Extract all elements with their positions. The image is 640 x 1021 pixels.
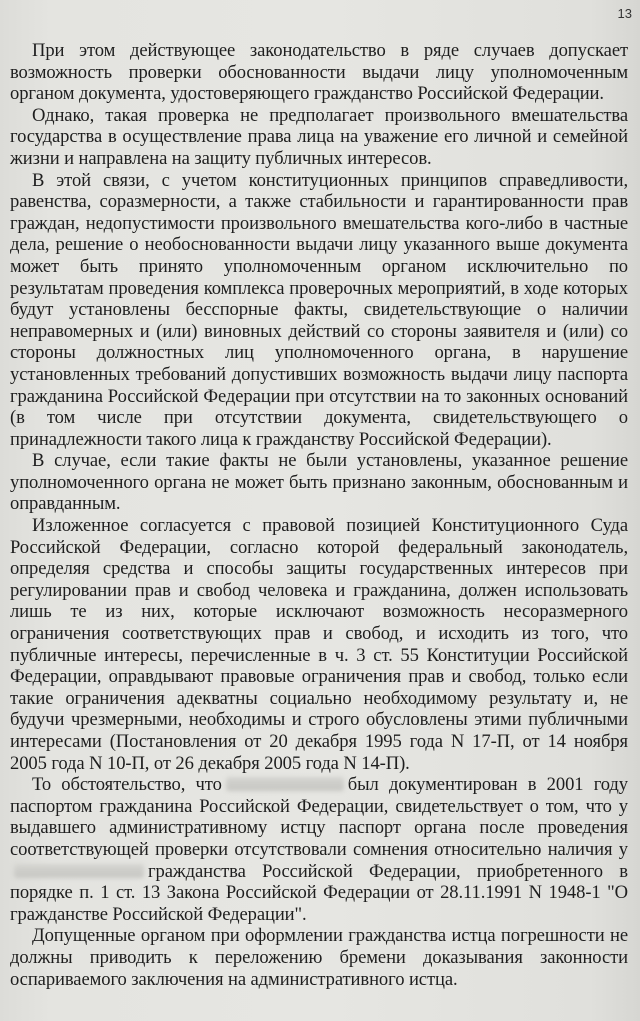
paragraph-part-a: То обстоятельство, что	[32, 774, 222, 796]
paragraph-constitutional-court-position: Изложенное согласуется с правовой позицией Конституционного Суда Российской Федерации, согласно которой федеральный законодатель, определяя средства и способы защиты государственных интересов при регулировании прав и свобод человека и гражданина, должен использовать лишь те из них, которые исключают возможность несоразмерного ограничения соответствующих прав и свобод, и исходить из того, что публичные интересы, перечисленные в ч. 3 ст. 55 Конституции Российской Федерации, оправдывают правовые ограничения прав и свобод, только если такие ограничения адекватны социально необходимому результату и, не будучи чрезмерными, необходимы и строго обусловлены этими публичными интересами (Постановления от 20 декабря 1995 года N 17-П, от 14 ноября 2005 года N 10-П, от 26 декабря 2005 года N 14-П).	[10, 515, 628, 774]
paragraph-verification-possibility: При этом действующее законодательство в ряде случаев допускает возможность проверки обоснованности выдачи лицу уполномоченным органом документа, удостоверяющего гражданство Российской Федерации.	[10, 40, 628, 105]
paragraph-part-b: был документирован в 2001 году паспортом гражданина Российской Федерации, свидетельствует о том, что у выдавшего административному истцу паспорт органа после проведения соответствующей проверки отсутствовали сомнения относительно наличия у	[10, 774, 628, 860]
redacted-name-2	[14, 864, 144, 878]
paragraph-burden-of-proof: Допущенные органом при оформлении гражданства истца погрешности не должны приводить к переложению бремени доказывания законности оспариваемого заключения на административного истца.	[10, 925, 628, 990]
paragraph-part-c: гражданства Российской Федерации, приобретенного в порядке п. 1 ст. 13 Закона Российской Федерации от 28.11.1991 N 1948-1 "О гражданстве Российской Федерации".	[10, 860, 628, 925]
paragraph-constitutional-principles: В этой связи, с учетом конституционных принципов справедливости, равенства, соразмерности, а также стабильности и гарантированности прав граждан, недопустимости произвольного вмешательства кого-либо в частные дела, решение о необоснованности выдачи лицу указанного выше документа может быть принято уполномоченным органом исключительно по результатам проведения комплекса проверочных мероприятий, в ходе которых будут установлены бесспорные факты, свидетельствующие о наличии неправомерных и (или) виновных действий со стороны заявителя и (или) со стороны должностных лиц уполномоченного органа, в нарушение установленных требований допустивших возможность выдачи лицу паспорта гражданина Российской Федерации при отсутствии на то законных оснований (в том числе при отсутствии документа, свидетельствующего о принадлежности такого лица к гражданству Российской Федерации).	[10, 169, 628, 450]
redacted-name	[226, 777, 344, 791]
paragraph-passport-documented	[10, 774, 628, 925]
paragraph-no-arbitrary-interference: Однако, такая проверка не предполагает произвольного вмешательства государства в осуществление права лица на уважение его личной и семейной жизни и направлена на защиту публичных интересов.	[10, 104, 628, 169]
page-number: 13	[617, 6, 632, 21]
paragraph-facts-not-established: В случае, если такие факты не были установлены, указанное решение уполномоченного органа не может быть признано законным, обоснованным и оправданным.	[10, 450, 628, 515]
document-body	[10, 40, 628, 990]
